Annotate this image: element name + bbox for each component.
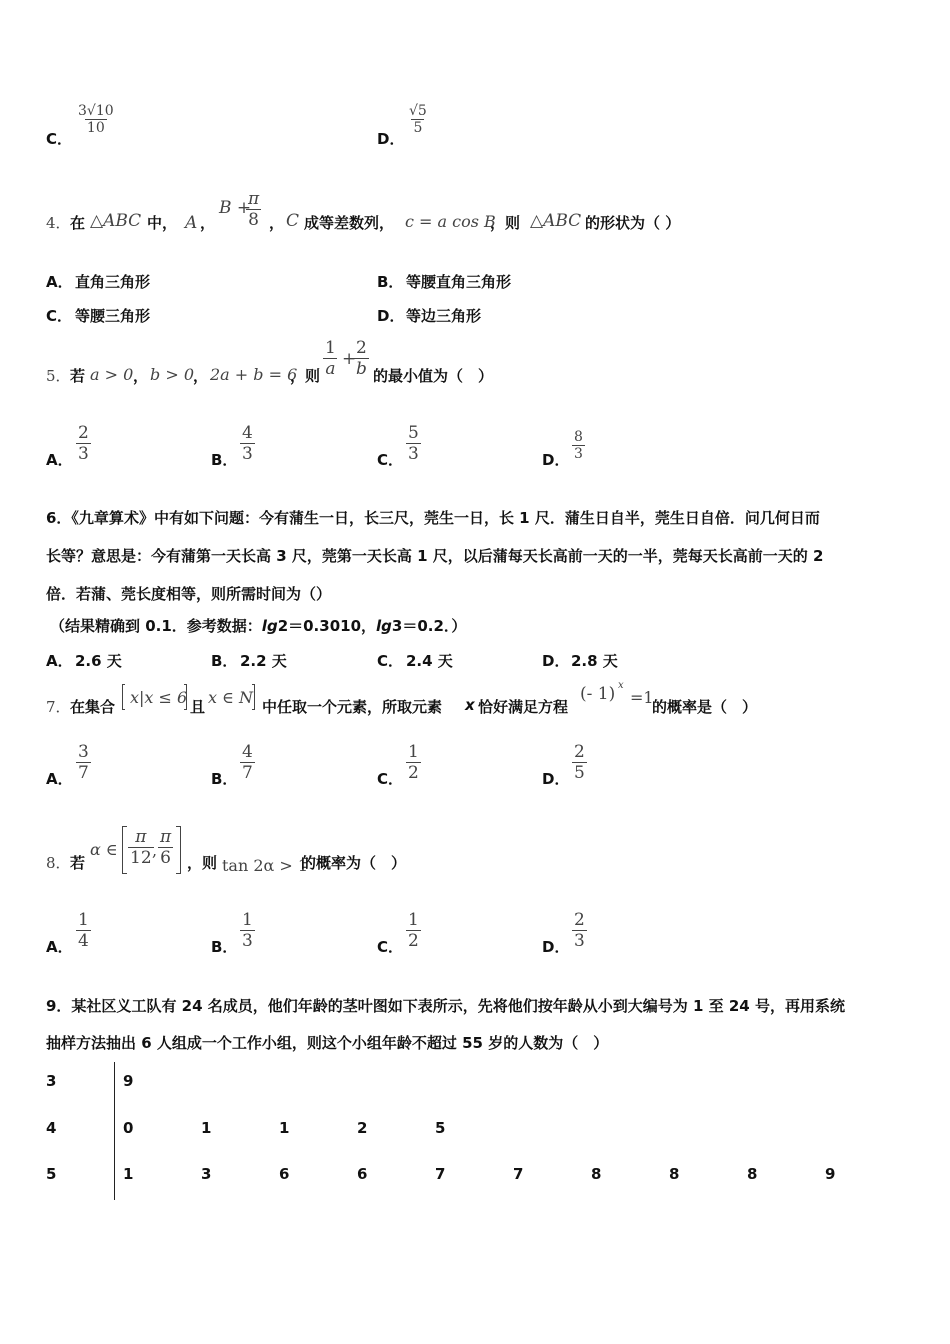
q9-line-1: 9．某社区义工队有 24 名成员，他们年龄的茎叶图如下表所示，先将他们按年龄从小到大编号为 1 至 24 号，再用系统 — [46, 997, 845, 1015]
denominator: 6 — [160, 848, 171, 868]
q4-pi-over-8 — [246, 189, 261, 230]
q8-interval-comma: , — [152, 841, 158, 860]
denominator: b — [356, 359, 367, 379]
leaf-value: 0 — [123, 1119, 134, 1137]
q8-option-b-label: B． — [211, 938, 238, 956]
q5-option-a-label: A． — [46, 451, 73, 469]
q4-text-3: ， — [200, 214, 216, 232]
q4-text-6: ，则 — [490, 214, 521, 232]
stem-value: 3 — [46, 1072, 57, 1090]
q8-text-3: 的概率为（ ） — [301, 854, 407, 872]
option-c-fraction — [76, 103, 116, 136]
q7-option-a-label: A． — [46, 770, 73, 788]
q8-text-1: 若 — [70, 854, 86, 872]
q6-lg-1: lg — [261, 617, 278, 635]
q7-option-d-label: D． — [542, 770, 570, 788]
leaf-value: 7 — [513, 1165, 524, 1183]
denominator: 7 — [242, 763, 253, 783]
numerator: π — [248, 189, 260, 209]
q4-triangle-2: △ABC — [530, 211, 582, 231]
q5-option-b-label: B． — [211, 451, 238, 469]
numerator: 4 — [242, 423, 253, 443]
q5-option-c-label: C． — [377, 451, 404, 469]
q7-text-3: 中任取一个元素，所取元素 — [262, 698, 443, 716]
numerator: 1 — [408, 910, 419, 930]
numerator: 3 — [78, 742, 89, 762]
q6-ref-part-3: 3＝0.2．） — [391, 617, 467, 635]
q4-option-a-label: A． — [46, 273, 73, 291]
q5-option-a-fraction — [76, 423, 91, 464]
q5-text-2: ， — [133, 367, 149, 385]
denominator: 3 — [242, 444, 253, 464]
denominator: 2 — [408, 763, 419, 783]
q7-equation-exponent: x — [618, 680, 624, 691]
q4-text-4: ， — [269, 214, 285, 232]
q4-angle-b: B + — [219, 198, 252, 218]
q7-option-b-label: B． — [211, 770, 238, 788]
q5-text-3: ， — [193, 367, 209, 385]
q7-set-right-brace — [184, 684, 187, 710]
q4-text-2: 中， — [147, 214, 178, 232]
q7-text-1: 在集合 — [70, 698, 116, 716]
q8-option-c-fraction — [406, 910, 421, 951]
q8-inequality: tan 2α > 1 — [222, 856, 309, 875]
denominator: 5 — [413, 120, 423, 136]
question-8-number: 8． — [46, 854, 71, 872]
q7-text-4: 恰好满足方程 — [478, 698, 569, 716]
q8-interval-right-bracket — [176, 826, 181, 874]
denominator: 7 — [78, 763, 89, 783]
leaf-value: 1 — [123, 1165, 134, 1183]
q8-option-c-label: C． — [377, 938, 404, 956]
q4-option-c-label: C． — [46, 307, 73, 325]
option-d-label: D． — [377, 130, 405, 148]
q8-alpha-in: α ∈ — [90, 840, 118, 859]
q5-cond-b: b > 0 — [150, 365, 194, 384]
q8-pi-over-6 — [158, 827, 173, 868]
leaf-value: 6 — [279, 1165, 290, 1183]
numerator: 8 — [574, 429, 583, 445]
q6-option-b-text: 2.2 天 — [240, 652, 287, 670]
option-c-label: C． — [46, 130, 73, 148]
q5-cond-a: a > 0 — [90, 365, 134, 384]
question-5-number: 5． — [46, 367, 71, 385]
q5-fraction-2-over-b — [354, 338, 369, 379]
stem-value: 4 — [46, 1119, 57, 1137]
numerator: π — [135, 827, 147, 847]
denominator: 3 — [242, 931, 253, 951]
numerator: 1 — [78, 910, 89, 930]
q7-option-c-fraction — [406, 742, 421, 783]
denominator: 2 — [408, 931, 419, 951]
numerator: π — [160, 827, 172, 847]
q8-text-2: ，则 — [187, 854, 218, 872]
q4-triangle: △ABC — [90, 211, 142, 231]
numerator: 2 — [78, 423, 89, 443]
q4-angle-a: A — [185, 213, 198, 233]
denominator: 5 — [574, 763, 585, 783]
leaf-value: 5 — [435, 1119, 446, 1137]
leaf-value: 2 — [357, 1119, 368, 1137]
q7-set-left-brace — [122, 684, 125, 710]
q4-option-d-label: D． — [377, 307, 405, 325]
q7-option-c-label: C． — [377, 770, 404, 788]
q5-text-4: ，则 — [290, 367, 321, 385]
numerator: 1 — [242, 910, 253, 930]
denominator: a — [325, 359, 336, 379]
q8-option-a-fraction — [76, 910, 91, 951]
q8-option-b-fraction — [240, 910, 255, 951]
q6-option-a-label: A． — [46, 652, 73, 670]
q5-option-d-label: D． — [542, 451, 570, 469]
leaf-value: 3 — [201, 1165, 212, 1183]
denominator: 3 — [408, 444, 419, 464]
q6-line-2: 长等？意思是：今有蒲第一天长高 3 尺，莞第一天长高 1 尺，以后蒲每天长高前一天的一半，莞每天长高前一天的 2 — [46, 547, 824, 565]
q4-text-5: 成等差数列， — [304, 214, 395, 232]
q5-text-1: 若 — [70, 367, 86, 385]
numerator: 2 — [574, 910, 585, 930]
denominator: 8 — [248, 210, 259, 230]
q7-option-b-fraction — [240, 742, 255, 783]
q5-option-b-fraction — [240, 423, 255, 464]
q6-option-d-text: 2.8 天 — [571, 652, 618, 670]
q6-option-a-text: 2.6 天 — [75, 652, 122, 670]
q8-interval-left-bracket — [122, 826, 127, 874]
q8-option-d-label: D． — [542, 938, 570, 956]
q7-set-close-brace — [252, 684, 255, 710]
q4-text-7: 的形状为（ ） — [585, 214, 681, 232]
numerator: 4 — [242, 742, 253, 762]
numerator: 3√10 — [78, 103, 114, 119]
q9-line-2: 抽样方法抽出 6 人组成一个工作小组，则这个小组年龄不超过 55 岁的人数为（ ） — [46, 1034, 609, 1052]
numerator: √5 — [409, 103, 427, 119]
leaf-value: 7 — [435, 1165, 446, 1183]
q5-text-5: 的最小值为（ ） — [373, 367, 494, 385]
q6-lg-2: lg — [376, 617, 392, 635]
q6-option-c-label: C． — [377, 652, 404, 670]
question-7-number: 7． — [46, 698, 71, 716]
question-4-number: 4． — [46, 214, 71, 232]
numerator: 2 — [574, 742, 585, 762]
q6-ref-part-2: 2＝0.3010， — [277, 617, 377, 635]
q8-option-d-fraction — [572, 910, 587, 951]
q5-option-d-fraction — [572, 429, 585, 462]
stemplot-divider — [114, 1062, 115, 1200]
q4-equation: c = a cos B — [405, 212, 496, 231]
leaf-value: 8 — [669, 1165, 680, 1183]
numerator: 2 — [356, 338, 367, 358]
leaf-value: 8 — [591, 1165, 602, 1183]
denominator: 12 — [130, 848, 152, 868]
q8-pi-over-12 — [128, 827, 154, 868]
q5-constraint: 2a + b = 6 — [210, 365, 298, 384]
denominator: 3 — [574, 931, 585, 951]
denominator: 10 — [86, 120, 105, 136]
q7-text-2: 且 — [190, 698, 206, 716]
q5-plus: + — [342, 349, 357, 369]
q6-line-1: 6．《九章算术》中有如下问题：今有蒲生一日，长三尺，莞生一日，长 1 尺．蒲生日自半，莞生日自倍．问几何日而 — [46, 509, 820, 527]
leaf-value: 8 — [747, 1165, 758, 1183]
leaf-value: 9 — [123, 1072, 134, 1090]
q6-option-d-label: D． — [542, 652, 570, 670]
q8-option-a-label: A． — [46, 938, 73, 956]
q4-option-a-text: 直角三角形 — [75, 273, 151, 291]
q6-option-b-label: B． — [211, 652, 238, 670]
q7-equation-base: (- 1) — [580, 684, 616, 704]
q4-option-b-label: B． — [377, 273, 404, 291]
q7-variable-x: x — [465, 696, 475, 714]
denominator: 3 — [78, 444, 89, 464]
numerator: 1 — [408, 742, 419, 762]
denominator: 3 — [574, 446, 583, 462]
q6-ref-part-1: （结果精确到 0.1．参考数据： — [50, 617, 262, 635]
q4-option-d-text: 等边三角形 — [406, 307, 482, 325]
q7-membership: x ∈ N — [208, 688, 254, 707]
q4-angle-c: C — [286, 211, 300, 231]
q7-set-expression: x|x ≤ 6 — [130, 688, 188, 707]
q4-option-c-text: 等腰三角形 — [75, 307, 151, 325]
leaf-value: 1 — [201, 1119, 212, 1137]
denominator: 4 — [78, 931, 89, 951]
q6-option-c-text: 2.4 天 — [406, 652, 453, 670]
leaf-value: 1 — [279, 1119, 290, 1137]
q6-line-3: 倍．若蒲、莞长度相等，则所需时间为（） — [46, 585, 332, 603]
q7-option-a-fraction — [76, 742, 91, 783]
leaf-value: 6 — [357, 1165, 368, 1183]
q5-option-c-fraction — [406, 423, 421, 464]
q7-option-d-fraction — [572, 742, 587, 783]
numerator: 5 — [408, 423, 419, 443]
q6-reference-data — [50, 615, 466, 636]
q7-equation-rhs: =1 — [630, 688, 654, 707]
option-d-fraction — [407, 103, 429, 136]
leaf-value: 9 — [825, 1165, 836, 1183]
q7-text-5: 的概率是（ ） — [652, 698, 758, 716]
q5-fraction-1-over-a — [323, 338, 338, 379]
numerator: 1 — [325, 338, 336, 358]
q4-option-b-text: 等腰直角三角形 — [406, 273, 512, 291]
q4-text-1: 在 — [70, 214, 86, 232]
stem-value: 5 — [46, 1165, 57, 1183]
